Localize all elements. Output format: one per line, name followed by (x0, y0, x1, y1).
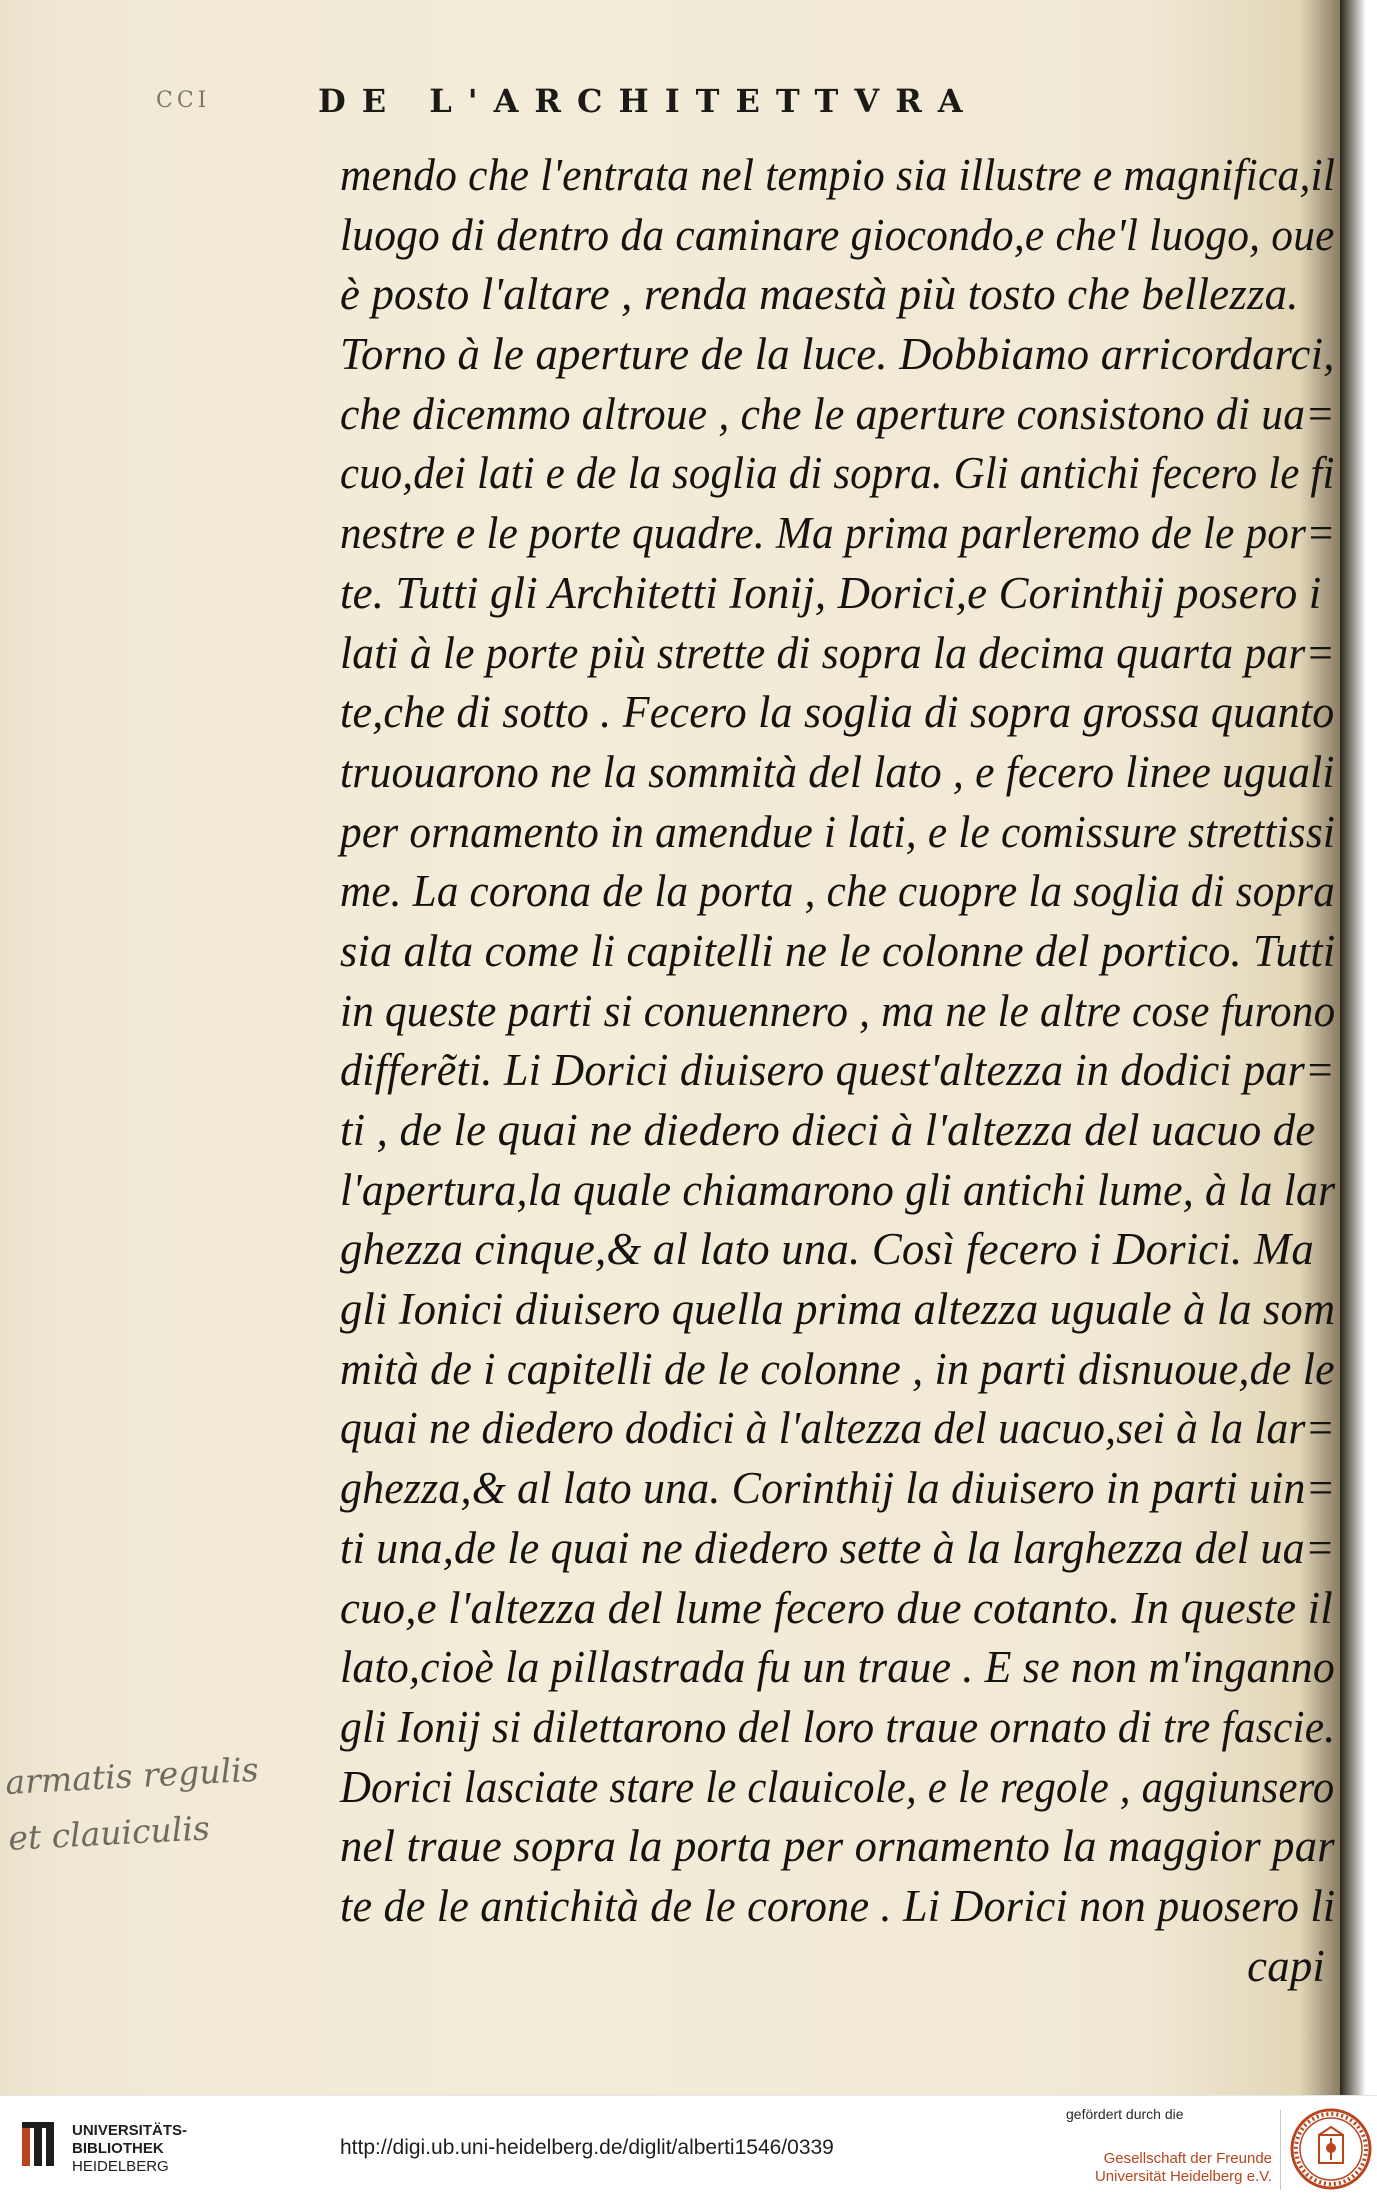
marginal-note (4, 1742, 263, 1867)
text-line: te,che di sotto . Fecero la soglia di sopra grossa quanto (340, 687, 1335, 738)
marginal-note-line: et clauiculis (7, 1808, 211, 1858)
footer-divider (1280, 2110, 1281, 2190)
text-line: quai ne diedero dodici à l'altezza del uacuo,sei à la lar= (340, 1403, 1336, 1454)
text-line: per ornamento in amendue i lati, e le comissure strettissi (340, 806, 1336, 857)
library-name-line: BIBLIOTHEK (72, 2140, 164, 2157)
sponsor-name (1066, 2150, 1272, 2186)
text-line: Dorici lasciate stare le clauicole, e le regole , aggiunsero (340, 1761, 1335, 1812)
university-library-name (72, 2122, 187, 2176)
sponsor-name-line: Gesellschaft der Freunde (1103, 2150, 1272, 2167)
text-line: nestre e le porte quadre. Ma prima parleremo de le por= (340, 508, 1336, 559)
text-line: lato,cioè la pillastrada fu un traue . E se non m'inganno (340, 1642, 1335, 1693)
text-line: mità de i capitelli de le colonne , in parti disnuoue,de le (340, 1343, 1335, 1394)
university-seal-icon (1290, 2108, 1372, 2190)
text-line: cuo,dei lati e de la soglia di sopra. Gli antichi fecero le fi (340, 448, 1335, 499)
text-line: differẽti. Li Dorici diuisero quest'altezza in dodici par= (340, 1045, 1335, 1096)
text-line: mendo che l'entrata nel tempio sia illustre e magnifica,il (340, 150, 1336, 200)
text-line: truouarono ne la sommità del lato , e fecero linee uguali (340, 746, 1335, 797)
text-line: ghezza,& al lato una. Corinthij la diuisero in parti uin= (340, 1463, 1336, 1514)
text-line: ti , de le quai ne diedero dieci à l'altezza del uacuo de (340, 1105, 1316, 1155)
footer (0, 2095, 1377, 2200)
catchword: capi (1247, 1940, 1326, 1991)
text-line: che dicemmo altroue , che le aperture consistono di ua= (340, 388, 1335, 439)
text-line: l'apertura,la quale chiamarono gli antichi lume, à la lar (340, 1164, 1336, 1215)
text-line: luogo di dentro da caminare giocondo,e che'l luogo, oue (340, 209, 1335, 260)
permalink-url[interactable]: http://digi.ub.uni-heidelberg.de/diglit/alberti1546/0339 (340, 2136, 834, 2159)
library-name-line: HEIDELBERG (72, 2158, 169, 2175)
text-line: te de le antichità de le corone . Li Dorici non puosero li (340, 1880, 1336, 1931)
marginal-note-line: armatis regulis (4, 1749, 260, 1802)
text-line: te. Tutti gli Architetti Ionij, Dorici,e Corinthij posero i (340, 567, 1322, 618)
folio-mark: CCI (156, 88, 211, 113)
sponsor-name-line: Universität Heidelberg e.V. (1094, 2168, 1272, 2185)
text-line: Torno à le aperture de la luce. Dobbiamo arricordarci, (340, 329, 1335, 380)
text-line: me. La corona de la porta , che cuopre la soglia di sopra (340, 866, 1335, 917)
text-line: cuo,e l'altezza del lume fecero due cotanto. In queste il (340, 1582, 1333, 1633)
sponsor-label: gefördert durch die (1066, 2106, 1184, 2122)
body-text (340, 146, 1340, 1996)
text-line: è posto l'altare , renda maestà più tosto che bellezza. (340, 269, 1299, 320)
running-head: DE L'ARCHITETTVRA (318, 82, 979, 120)
university-library-logo-icon (18, 2118, 58, 2170)
text-line: ghezza cinque,& al lato una. Così fecero i Dorici. Ma (340, 1224, 1314, 1275)
text-line: lati à le porte più strette di sopra la decima quarta par= (340, 627, 1335, 678)
text-line: ti una,de le quai ne diedero sette à la larghezza del ua= (340, 1522, 1335, 1573)
text-line: nel traue sopra la porta per ornamento la maggior par (340, 1821, 1335, 1872)
text-line: gli Ionici diuisero quella prima altezza uguale à la som (340, 1284, 1336, 1335)
text-line: gli Ionij si dilettarono del loro traue ornato di tre fascie. (340, 1701, 1336, 1752)
text-line: in queste parti si conuennero , ma ne le altre cose furono (340, 985, 1336, 1036)
page-edge (1340, 0, 1377, 2095)
library-name-line: UNIVERSITÄTS- (72, 2122, 188, 2139)
text-line: sia alta come li capitelli ne le colonne del portico. Tutti (340, 925, 1336, 976)
